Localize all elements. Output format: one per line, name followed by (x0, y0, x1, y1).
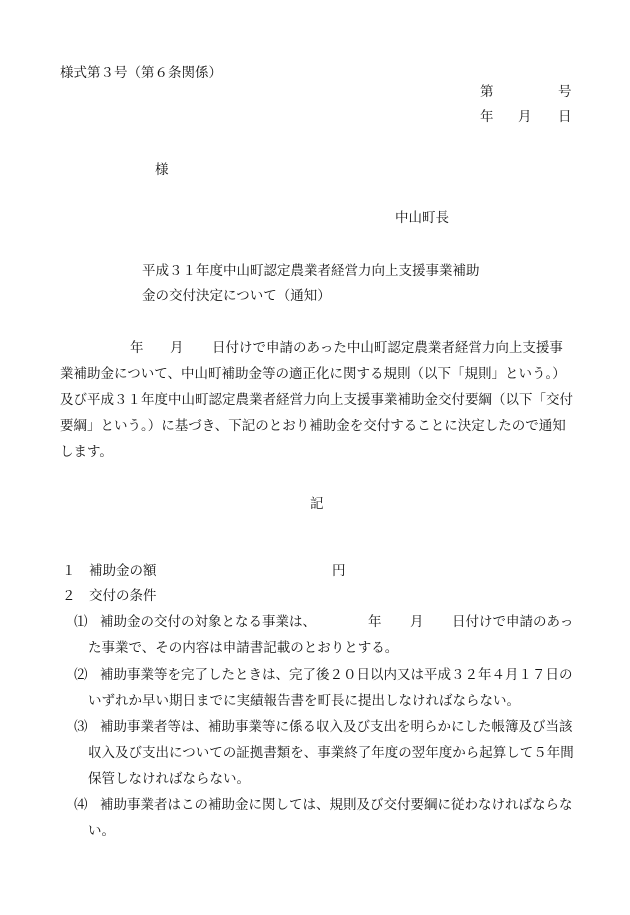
condition-1-text-a: 補助金の交付の対象となる事業は、 (100, 614, 316, 630)
condition-4-line-2: い。 (88, 823, 115, 839)
body-line-2: 業補助金について、中山町補助金等の適正化に関する規則（以下「規則」という。） (60, 366, 566, 382)
condition-3-line-3: 保管しなければならない。 (88, 771, 250, 787)
title-line-2: 金の交付決定について（通知） (142, 288, 331, 304)
body-year: 年 (130, 340, 144, 356)
sender-name: 中山町長 (395, 210, 449, 226)
condition-3-line-2: 収入及び支出についての証拠書類を、事業終了年度の翌年度から起算して５年間 (88, 745, 574, 761)
number-go: 号 (558, 84, 572, 100)
condition-1-number: ⑴ (74, 614, 88, 630)
condition-4-line-1: 補助事業者はこの補助金に関しては、規則及び交付要綱に従わなければならな (100, 797, 573, 813)
body-line-4: 要綱」という。）に基づき、下記のとおり補助金を交付することに決定したので通知 (60, 418, 566, 434)
item1-unit: 円 (332, 563, 346, 579)
number-dai: 第 (480, 84, 494, 100)
condition-4-number: ⑷ (74, 797, 88, 813)
addressee-sama: 様 (155, 162, 169, 178)
date-month: 月 (518, 109, 532, 125)
date-day: 日 (558, 109, 572, 125)
body-month: 月 (170, 340, 184, 356)
body-line-1: 日付けで申請のあった中山町認定農業者経営力向上支援事 (212, 340, 563, 356)
condition-3-line-1: 補助事業者等は、補助事業等に係る収入及び支出を明らかにした帳簿及び当該 (100, 719, 573, 735)
date-year: 年 (480, 109, 494, 125)
condition-2-line-1: 補助事業等を完了したときは、完了後２０日以内又は平成３２年４月１７日の (100, 667, 573, 683)
title-line-1: 平成３１年度中山町認定農業者経営力向上支援事業補助 (142, 263, 480, 279)
condition-1-line-2: た事業で、その内容は申請書記載のとおりとする。 (88, 640, 399, 656)
item1-label: １ 補助金の額 (62, 563, 157, 579)
condition-1-month: 月 (410, 614, 424, 630)
condition-2-number: ⑵ (74, 667, 88, 683)
ki-heading: 記 (310, 496, 324, 512)
form-label: 様式第３号（第６条関係） (60, 65, 222, 81)
condition-3-number: ⑶ (74, 719, 88, 735)
body-line-5: します。 (60, 444, 113, 460)
condition-1-text-b: 日付けで申請のあっ (452, 614, 574, 630)
body-line-3: 及び平成３１年度中山町認定農業者経営力向上支援事業補助金交付要綱（以下「交付 (60, 392, 573, 408)
item2-label: ２ 交付の条件 (62, 588, 157, 604)
condition-2-line-2: いずれか早い期日までに実績報告書を町長に提出しなければならない。 (88, 693, 520, 709)
condition-1-year: 年 (368, 614, 382, 630)
